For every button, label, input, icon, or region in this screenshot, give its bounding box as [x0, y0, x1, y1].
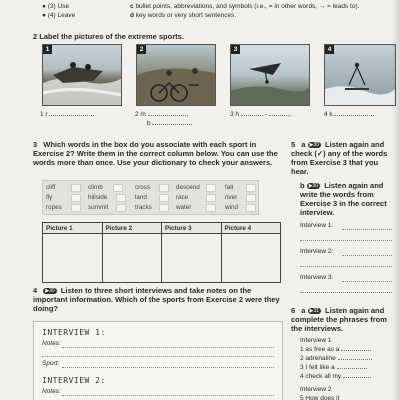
- word-checkbox[interactable]: [246, 184, 256, 192]
- word-checkbox[interactable]: [116, 204, 126, 212]
- sport-1-label: Sport:: [42, 360, 60, 367]
- word-checkbox[interactable]: [159, 194, 169, 202]
- ex6-item-1[interactable]: [300, 346, 371, 354]
- ex6-heading: [291, 306, 395, 333]
- word-checkbox[interactable]: [159, 184, 169, 192]
- ex5b-interview-1-line[interactable]: [300, 240, 392, 241]
- ex5b-interview-3-line[interactable]: [300, 292, 392, 293]
- ex6-interview-2-label: Interview 2: [300, 386, 332, 393]
- ex6-number: 6: [291, 306, 296, 315]
- word-descend: descend: [176, 184, 200, 191]
- word-river: river: [225, 194, 238, 201]
- top-row-2: [42, 12, 75, 20]
- rafting-illustration: [43, 45, 121, 105]
- audio-track-icon: ▶30: [45, 288, 55, 295]
- word-water: water: [176, 204, 192, 211]
- blank-2b-line[interactable]: [152, 124, 192, 125]
- blank-1[interactable]: [40, 111, 94, 119]
- ex6-item-2[interactable]: [300, 355, 372, 363]
- interview-2-title: INTERVIEW 2:: [42, 376, 106, 385]
- ex5b-audio-number: 30: [312, 183, 319, 190]
- ex6-item-1-blank[interactable]: [341, 350, 371, 351]
- photo-1-number: 1: [43, 45, 52, 54]
- word-checkbox[interactable]: [113, 184, 123, 192]
- word-ropes: ropes: [46, 204, 62, 211]
- ex5b-interview-1-label: Interview 1:: [300, 222, 334, 229]
- picture-table-header: [43, 223, 281, 234]
- audio-track-icon: ▶30: [309, 142, 319, 149]
- photo-2-mountain-biking: [136, 44, 216, 106]
- word-box: [42, 180, 259, 215]
- blank-3-dash: -: [264, 111, 267, 118]
- word-land: land: [135, 194, 147, 201]
- ex5a-instruction: Listen again and check (✓) any of the words from Exercise 3 that you hear.: [291, 140, 388, 176]
- photo-3-number: 3: [231, 45, 240, 54]
- ex6a-letter: a: [301, 306, 306, 315]
- ex6-item-3-blank[interactable]: [337, 368, 367, 369]
- row1-letter: c: [130, 3, 134, 10]
- ex6-instruction: Listen again and complete the phrases from the interviews.: [291, 306, 387, 333]
- word-checkbox[interactable]: [206, 194, 216, 202]
- ex5b-interview-2-line[interactable]: [342, 255, 392, 256]
- notes-2-label: Notes:: [42, 388, 61, 395]
- row1-left: (3) Use: [47, 3, 70, 10]
- ex6-interview-1-label: Interview 1: [300, 337, 332, 344]
- ex5b-interview-2-label: Interview 2:: [300, 248, 334, 255]
- ex5b-interview-3-label: Interview 3:: [300, 274, 334, 281]
- hang-gliding-illustration: [231, 45, 309, 105]
- notes-1-line[interactable]: [42, 356, 274, 357]
- ex4-number: 4: [33, 286, 38, 295]
- word-hillside: hillside: [88, 194, 108, 201]
- row2-text: key words or very short sentences.: [135, 12, 237, 19]
- word-summit: summit: [88, 204, 109, 211]
- blank-1-label: 1 r: [40, 111, 48, 118]
- blank-4[interactable]: [324, 111, 374, 119]
- blank-4-line[interactable]: [334, 115, 374, 116]
- top-row-2-right: [130, 12, 236, 20]
- photo-2-number: 2: [137, 45, 146, 54]
- ex5-number: 5: [291, 140, 296, 149]
- word-race: race: [176, 194, 189, 201]
- ex3-instruction: Which words in the box do you associate with each sport in Exercise 2? Write them in the correct column below. You can use the words more than once. Use your dictionary to check your answers.: [33, 140, 278, 167]
- ex4-audio-number: 30: [49, 288, 55, 295]
- top-row-1-right: [130, 3, 390, 11]
- ex5a-letter: a: [301, 140, 306, 149]
- word-checkbox[interactable]: [246, 204, 256, 212]
- word-checkbox[interactable]: [71, 184, 81, 192]
- ex6-item-2-text: 2 adrenaline: [300, 355, 336, 362]
- ex5b-heading: [300, 181, 395, 217]
- picture-table-row: [43, 234, 281, 283]
- row1-text: bullet points, abbreviations, and symbols (i.e., = in other words, → = leads to).: [135, 3, 360, 10]
- ex6-audio-number: 31: [313, 308, 319, 315]
- ex4-heading: [33, 286, 281, 313]
- picture-2-cell[interactable]: [102, 234, 162, 283]
- word-checkbox[interactable]: [206, 184, 216, 192]
- ex5a-heading: [291, 140, 395, 176]
- word-checkbox[interactable]: [246, 194, 256, 202]
- picture-4-header: Picture 4: [221, 223, 281, 234]
- notes-1-line[interactable]: [62, 347, 274, 348]
- word-fly: fly: [46, 194, 53, 201]
- notes-box: [33, 321, 283, 400]
- blank-3[interactable]: [230, 111, 291, 119]
- photo-1-rafting: [42, 44, 122, 106]
- word-cliff: cliff: [46, 184, 56, 191]
- ex5b-instruction: Listen again and write the words from Exercise 3 in the correct interview.: [300, 181, 387, 217]
- blank-2-label: 2 m: [135, 111, 146, 118]
- sport-1-line[interactable]: [62, 367, 274, 368]
- bullet-icon: ●: [42, 12, 46, 19]
- interview-1-title: INTERVIEW 1:: [42, 328, 106, 337]
- ex5b-interview-3-line[interactable]: [342, 281, 392, 282]
- ex3-heading: [33, 140, 281, 167]
- word-fall: fall: [225, 184, 234, 191]
- picture-3-cell[interactable]: [162, 234, 222, 283]
- blank-2-line[interactable]: [148, 115, 188, 116]
- row2-letter: d: [130, 12, 134, 19]
- word-cross: cross: [135, 184, 151, 191]
- ex6-item-5[interactable]: [300, 395, 339, 400]
- ex6-item-1-text: 1 as free as a: [300, 346, 340, 353]
- blank-2b[interactable]: [147, 120, 192, 128]
- word-checkbox[interactable]: [71, 204, 81, 212]
- ex6-item-4-text: 4 check all my: [300, 373, 342, 380]
- row2-left: (4) Leave: [47, 12, 76, 19]
- ex5a-audio-number: 30: [313, 142, 319, 149]
- ex2-number: 2: [33, 32, 38, 41]
- ex2-instruction: Label the pictures of the extreme sports.: [39, 32, 184, 41]
- ex4-instruction: Listen to three short interviews and take notes on the important information. Which of the sports from Exercise 2 were they doing?: [33, 286, 280, 313]
- word-checkbox[interactable]: [116, 194, 126, 202]
- blank-3-label: 3 h: [230, 111, 240, 118]
- photo-3-hang-gliding: [230, 44, 310, 106]
- ex5b-interview-2-line[interactable]: [300, 266, 392, 267]
- blank-2[interactable]: [135, 111, 188, 119]
- ex2-heading: [33, 32, 184, 41]
- ex6-item-4-blank[interactable]: [343, 377, 371, 378]
- kitesurfing-illustration: [325, 45, 395, 105]
- ex5b-letter: b: [300, 181, 305, 190]
- top-row-1: [42, 3, 69, 11]
- ex6-item-3[interactable]: [300, 364, 367, 372]
- audio-track-icon: ▶31: [309, 308, 319, 315]
- word-checkbox[interactable]: [71, 194, 81, 202]
- picture-4-cell[interactable]: [221, 234, 281, 283]
- ex3-number: 3: [33, 140, 38, 149]
- notes-1-label: Notes:: [42, 340, 61, 347]
- blank-2b-label: b: [147, 120, 151, 127]
- word-wind: wind: [225, 204, 238, 211]
- audio-track-icon: ▶30: [308, 183, 319, 190]
- picture-3-header: Picture 3: [162, 223, 222, 234]
- photo-4-kitesurfing: [324, 44, 396, 106]
- picture-1-cell[interactable]: [43, 234, 103, 283]
- blank-1-line[interactable]: [49, 115, 94, 116]
- notes-2-line[interactable]: [62, 395, 274, 396]
- picture-1-header: Picture 1: [43, 223, 103, 234]
- mountain-biking-illustration: [137, 45, 215, 105]
- picture-table: [42, 222, 281, 283]
- blank-3-line-a[interactable]: [241, 115, 263, 116]
- photo-4-number: 4: [325, 45, 334, 54]
- blank-3-line-b[interactable]: [269, 115, 291, 116]
- blank-4-label: 4 k: [324, 111, 333, 118]
- word-tracks: tracks: [135, 204, 152, 211]
- word-checkbox[interactable]: [159, 204, 169, 212]
- ex6-item-3-text: 3 I felt like a: [300, 364, 335, 371]
- ex6-item-4[interactable]: [300, 373, 371, 381]
- bullet-icon: ●: [42, 3, 46, 10]
- word-checkbox[interactable]: [206, 204, 216, 212]
- word-climb: climb: [88, 184, 103, 191]
- ex5b-interview-1-line[interactable]: [342, 229, 392, 230]
- picture-2-header: Picture 2: [102, 223, 162, 234]
- ex6-item-5-text: 5 How does it: [300, 395, 340, 400]
- ex6-item-2-blank[interactable]: [338, 359, 372, 360]
